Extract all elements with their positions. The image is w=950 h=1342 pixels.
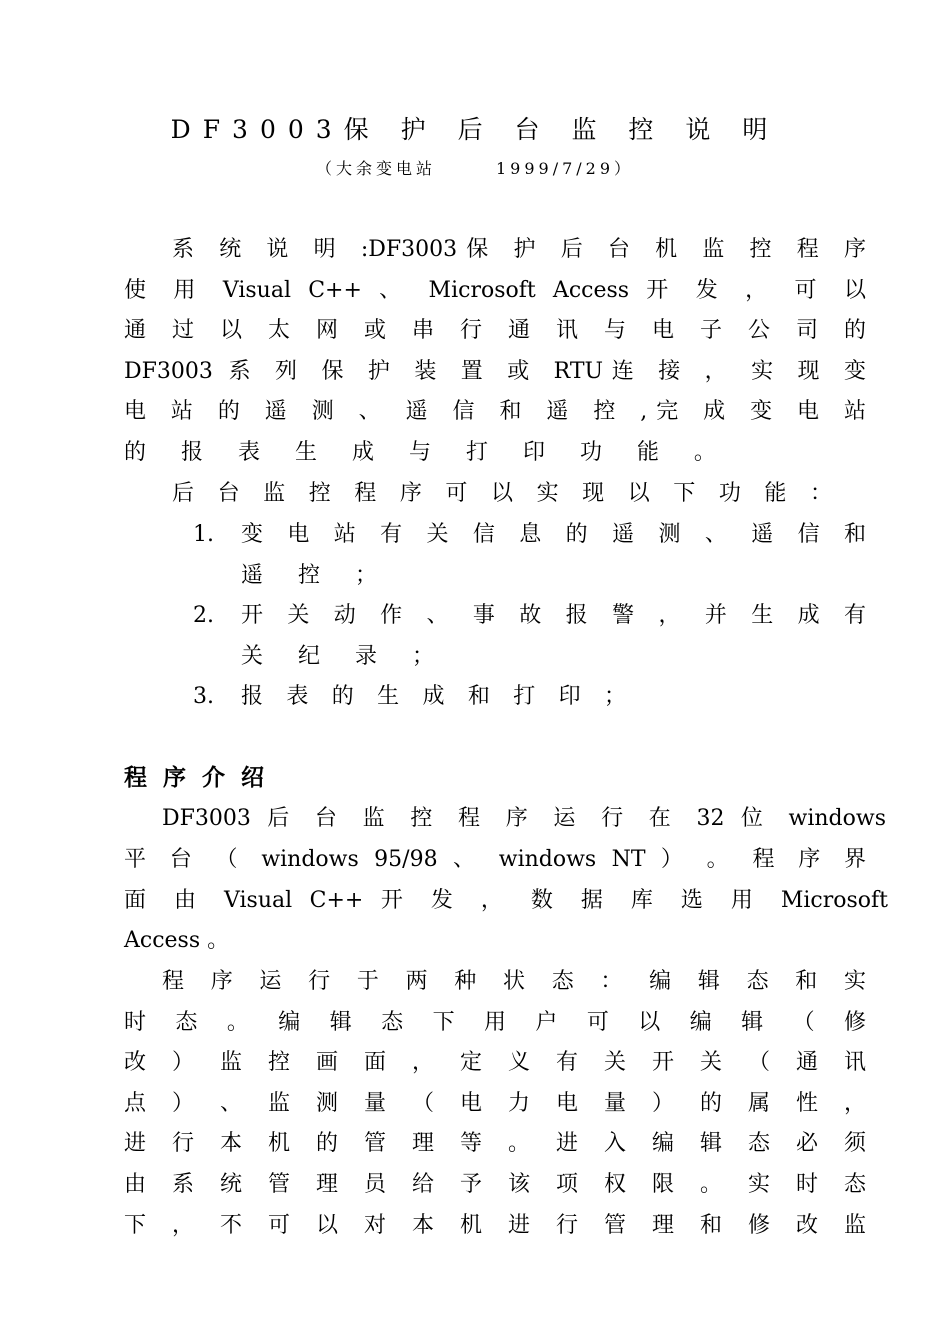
system-line-1: 系 统 说 明 :DF3003保 护 后 台 机 监 控 程 序 xyxy=(172,237,866,262)
system-line-2: 使 用 Visual C++ 、 Microsoft Access 开 发 ， 可 以 xyxy=(124,278,866,303)
state-line-1: 程 序 运 行 于 两 种 状 态 ： 编 辑 态 和 实 xyxy=(162,969,866,994)
system-line-3: 通 过 以 太 网 或 串 行 通 讯 与 电 子 公 司 的 xyxy=(124,318,866,343)
document-title: DF3003保 护 后 台 监 控 说 明 xyxy=(170,115,780,144)
list-item-2-line-1: 开 关 动 作 、 事 故 报 警 ， 并 生 成 有 xyxy=(241,603,866,628)
intro-line-3: 面 由 Visual C++ 开 发 ， 数 据 库 选 用 Microsoft xyxy=(124,888,888,913)
document-subtitle: （大余变电站 1999/7/29） xyxy=(315,159,635,178)
state-line-4: 点 ） 、 监 测 量 （ 电 力 电 量 ） 的 属 性 ， xyxy=(124,1091,866,1116)
state-line-2: 时 态 。 编 辑 态 下 用 户 可 以 编 辑 （ 修 xyxy=(124,1010,866,1035)
state-line-5: 进 行 本 机 的 管 理 等 。 进 入 编 辑 态 必 须 xyxy=(124,1131,866,1156)
intro-line-1: DF3003 后 台 监 控 程 序 运 行 在 32 位 windows xyxy=(162,806,886,831)
list-number-3: 3. xyxy=(193,684,214,709)
system-line-6: 的 报 表 生 成 与 打 印 功 能 。 xyxy=(124,440,730,465)
list-item-3-line-1: 报 表 的 生 成 和 打 印 ； xyxy=(241,684,626,709)
system-line-4: DF3003 系 列 保 护 装 置 或 RTU连 接 ， 实 现 变 xyxy=(124,359,866,384)
system-line-5: 电 站 的 遥 测 、 遥 信 和 遥 控 ,完 成 变 电 站 xyxy=(124,399,866,424)
list-number-1: 1. xyxy=(193,522,214,547)
state-line-6: 由 系 统 管 理 员 给 予 该 项 权 限 。 实 时 态 xyxy=(124,1172,866,1197)
functions-intro: 后 台 监 控 程 序 可 以 实 现 以 下 功 能 ： xyxy=(172,481,832,506)
list-number-2: 2. xyxy=(193,603,214,628)
list-item-2-line-2: 关 纪 录 ； xyxy=(241,644,448,669)
state-line-3: 改 ） 监 控 画 面 ， 定 义 有 关 开 关 （ 通 讯 xyxy=(124,1050,866,1075)
intro-line-2: 平 台 （ windows 95/98 、 windows NT ） 。 程 序 界 xyxy=(124,847,866,872)
list-item-1-line-1: 变 电 站 有 关 信 息 的 遥 测 、 遥 信 和 xyxy=(241,522,866,547)
intro-line-4: Access 。 xyxy=(124,928,230,953)
section-heading: 程序介绍 xyxy=(124,764,280,791)
list-item-1-line-2: 遥 控 ； xyxy=(241,563,391,588)
state-line-7: 下 ， 不 可 以 对 本 机 进 行 管 理 和 修 改 监 xyxy=(124,1213,866,1238)
